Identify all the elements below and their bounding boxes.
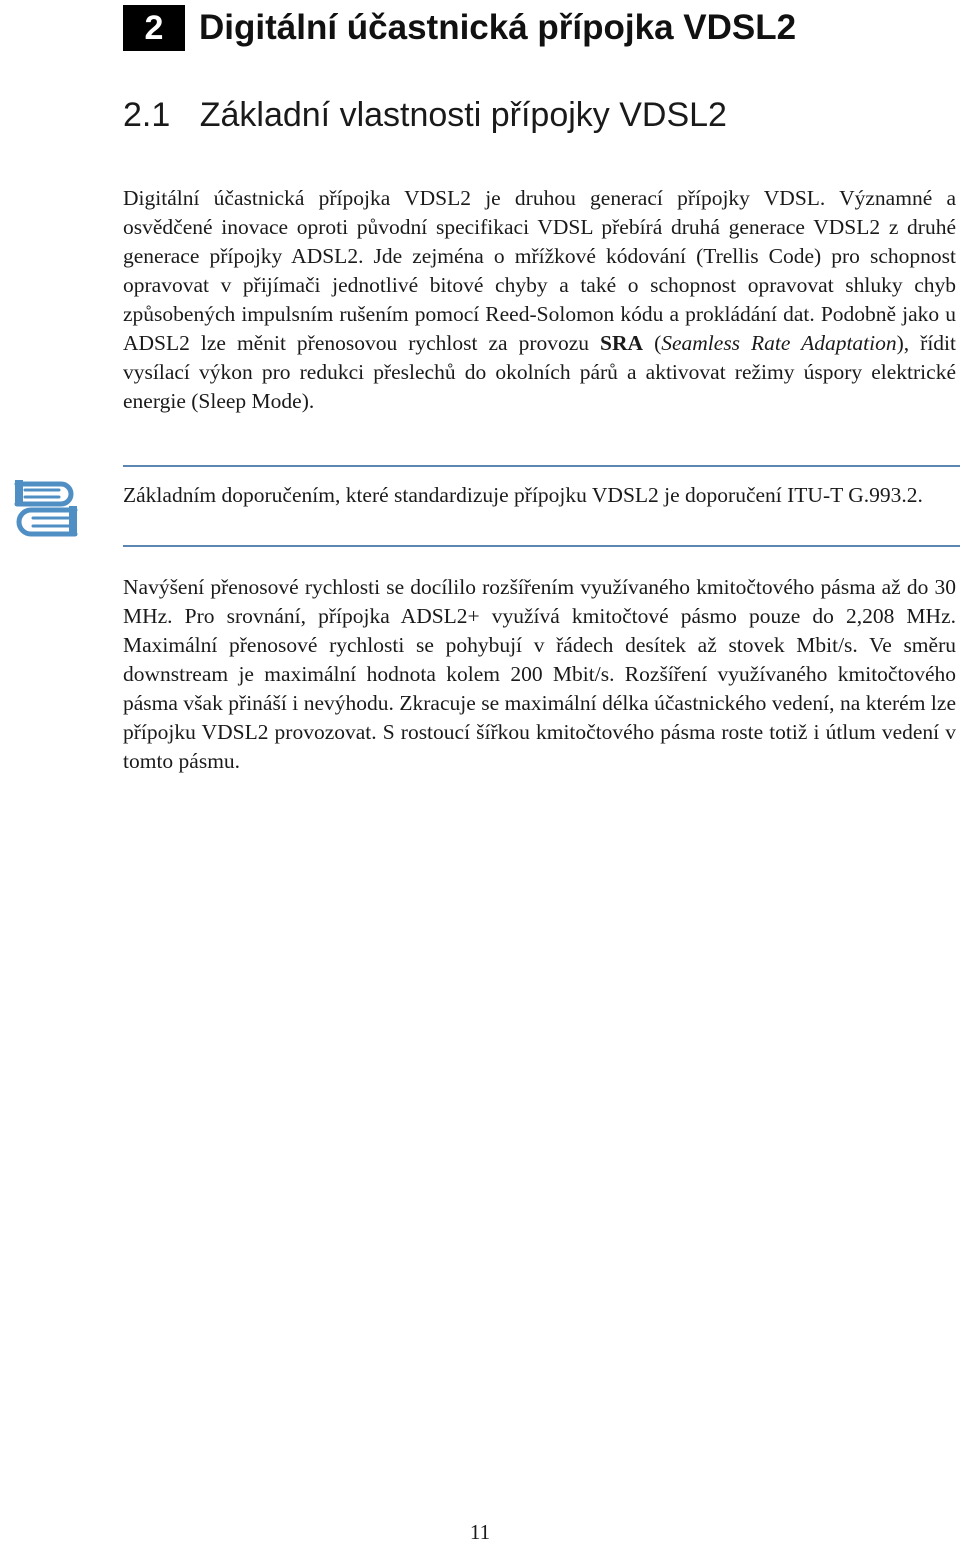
sra-expansion: Seamless Rate Adaptation [661, 331, 897, 355]
sra-term: SRA [600, 331, 644, 355]
chapter-number: 2 [123, 5, 185, 51]
chapter-heading [123, 4, 796, 52]
chapter-title: Digitální účastnická přípojka VDSL2 [199, 8, 797, 47]
section-heading [123, 96, 727, 135]
paren-open: ( [643, 331, 662, 355]
books-icon [3, 478, 89, 540]
paragraph-intro-text: Digitální účastnická přípojka VDSL2 je druhou generací přípojky VDSL. Významné a osvědčené inovace oproti původní specifikaci VDSL přebírá druhá generace VDSL2 z druhé generace přípojky ADSL2. Jde zejména o mřížkové kódování (Trellis Code) pro schopnost opravovat v přijímači jednotlivé bitové chyby a také o schopnost opravovat shluky chyb způsobených impulsním rušením pomocí Reed-Solomon kódu a prokládání dat. Podobně jako u ADSL2 lze měnit přenosovou rychlost za provozu [123, 186, 956, 355]
page-number: 11 [469, 1520, 491, 1544]
note-text: Základním doporučením, které standardizuje přípojku VDSL2 je doporučení ITU-T G.993.2. [123, 483, 923, 507]
note-box [123, 465, 960, 547]
paragraph-intro-text-end: ), řídit vysílací výkon pro redukci přeslechů do okolních párů a aktivovat režimy úspory elektrické energie (Sleep Mode). [123, 331, 956, 413]
paragraph-bandwidth: Navýšení přenosové rychlosti se docílilo rozšířením využívaného kmitočtového pásma až do 30 MHz. Pro srovnání, přípojka ADSL2+ využívá kmitočtové pásmo pouze do 2,208 MHz. Maximální přenosové rychlosti se pohybují v řádech desítek až stovek Mbit/s. Ve směru downstream je maximální hodnota kolem 200 Mbit/s. Rozšíření využívaného kmitočtového pásma však přináší i nevýhodu. Zkracuje se maximální délka účastnického vedení, na kterém lze přípojku VDSL2 provozovat. S rostoucí šířkou kmitočtového pásma roste totiž i útlum vedení v tomto pásmu. [123, 575, 956, 773]
paragraph-intro [123, 184, 956, 416]
section-number: 2.1 [123, 96, 171, 134]
section-title: Základní vlastnosti přípojky VDSL2 [199, 96, 727, 134]
